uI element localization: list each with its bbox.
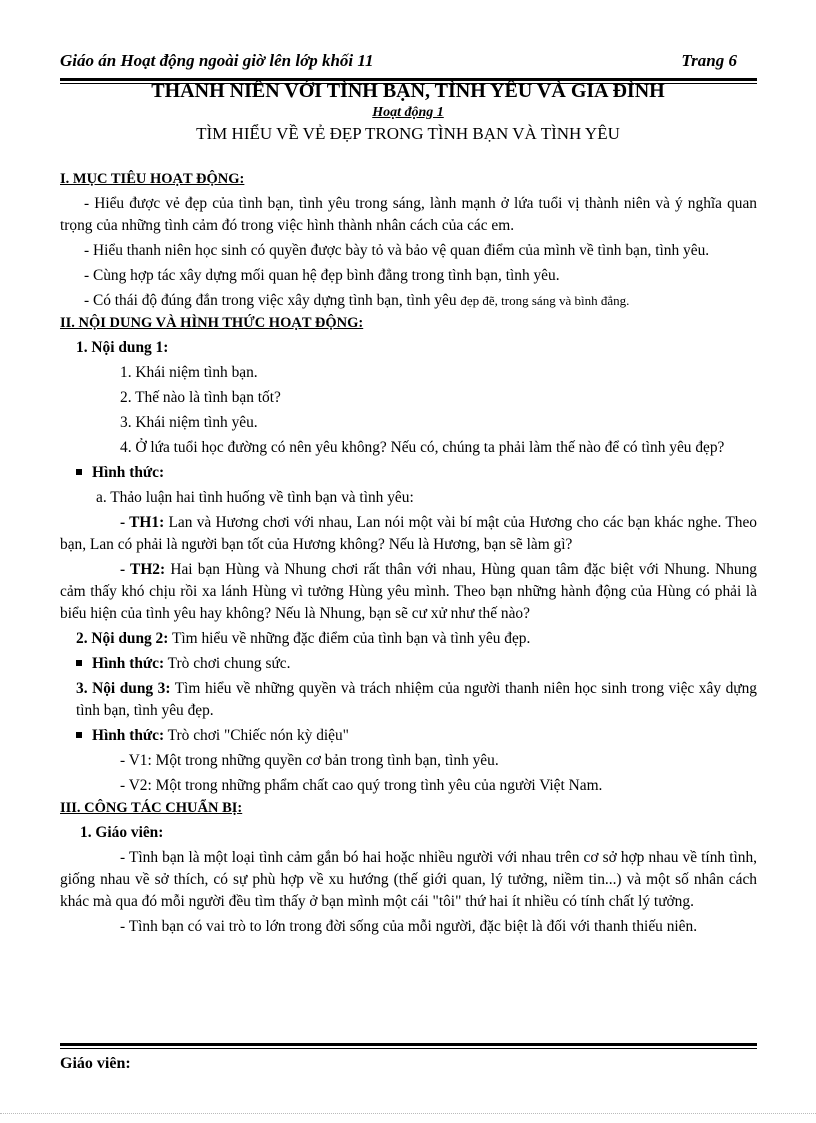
footer-divider <box>60 1043 757 1046</box>
header-title: Giáo án Hoạt động ngoài giờ lên lớp khối 11 <box>60 51 374 70</box>
form-bullet-2: Hình thức: Trò chơi chung sức. <box>60 653 757 675</box>
question-4: 4. Ở lứa tuổi học đường có nên yêu không? Nếu có, chúng ta phải làm thế nào để có tình yêu đẹp? <box>120 439 725 456</box>
form-bullet-1: Hình thức: <box>60 462 757 484</box>
question-2: 2. Thế nào là tình bạn tốt? <box>120 389 281 406</box>
content-1-label: 1. Nội dung 1: <box>76 339 169 356</box>
situation-2: - TH2: Hai bạn Hùng và Nhung chơi rất thân với nhau, Hùng quan tâm đặc biệt với Nhung. Nhung cảm thấy khó chịu rồi xa lánh Hùng vì tưởng Hùng yêu mình. Theo bạn những hành động của Hùng có phải là biểu hiện của tình yêu hay không? Nếu là Nhung, bạn sẽ cư xử như thế nào? <box>60 561 757 622</box>
form-a: a. Thảo luận hai tình huống về tình bạn và tình yêu: <box>96 489 414 506</box>
friendship-role: - Tình bạn có vai trò to lớn trong đời sống của mỗi người, đặc biệt là đối với thanh thiếu niên. <box>120 918 698 935</box>
document-body <box>60 168 757 938</box>
document-title: THANH NIÊN VỚI TÌNH BẠN, TÌNH YÊU VÀ GIA ĐÌNH <box>151 80 665 102</box>
clue-v1: - V1: Một trong những quyền cơ bản trong tình bạn, tình yêu. <box>120 752 499 769</box>
section-2-heading: II. NỘI DUNG VÀ HÌNH THỨC HOẠT ĐỘNG: <box>60 315 364 331</box>
page-number: Trang 6 <box>681 51 737 70</box>
page-header <box>60 50 757 81</box>
square-bullet-icon <box>76 660 82 666</box>
content-2: 2. Nội dung 2: Tìm hiểu về những đặc điểm của tình bạn và tình yêu đẹp. <box>76 630 531 647</box>
section-3-heading: III. CÔNG TÁC CHUẨN BỊ: <box>60 800 243 816</box>
square-bullet-icon <box>76 469 82 475</box>
document-subtitle: TÌM HIỂU VỀ VẺ ĐẸP TRONG TÌNH BẠN VÀ TÌNH YÊU <box>196 124 620 143</box>
objective-4 <box>60 290 757 312</box>
objective-3: - Cùng hợp tác xây dựng mối quan hệ đẹp bình đẳng trong tình bạn, tình yêu. <box>84 267 560 284</box>
objective-4-small: đẹp đẽ, trong sáng và bình đẳng. <box>460 293 630 308</box>
question-3: 3. Khái niệm tình yêu. <box>120 414 258 431</box>
page-bottom-border <box>0 1113 816 1114</box>
objective-1: - Hiểu được vẻ đẹp của tình bạn, tình yêu trong sáng, lành mạnh ở lứa tuổi vị thành niên và ý nghĩa quan trọng của những tình cảm đó trong việc hình thành nhân cách của các em. <box>60 195 757 234</box>
activity-label: Hoạt động 1 <box>372 105 444 120</box>
objective-4-text: - Có thái độ đúng đắn trong việc xây dựng tình bạn, tình yêu <box>84 292 457 309</box>
clue-v2: - V2: Một trong những phẩm chất cao quý trong tình yêu của người Việt Nam. <box>120 777 603 794</box>
footer-teacher-label: Giáo viên: <box>60 1055 131 1072</box>
question-1: 1. Khái niệm tình bạn. <box>120 364 258 381</box>
situation-1: - TH1: Lan và Hương chơi với nhau, Lan nói một vài bí mật của Hương cho các bạn khác nghe. Theo bạn, Lan có phải là người bạn tốt của Hương không? Nếu là Hương, bạn sẽ làm gì? <box>60 514 757 553</box>
form-bullet-3: Hình thức: Trò chơi "Chiếc nón kỳ diệu" <box>60 725 757 747</box>
teacher-label: 1. Giáo viên: <box>80 824 164 841</box>
content-3: 3. Nội dung 3: Tìm hiểu về những quyền và trách nhiệm của người thanh niên học sinh trong việc xây dựng tình bạn, tình yêu đẹp. <box>76 680 758 719</box>
square-bullet-icon <box>76 732 82 738</box>
section-1-heading: I. MỤC TIÊU HOẠT ĐỘNG: <box>60 171 245 187</box>
objective-2: - Hiểu thanh niên học sinh có quyền được bày tỏ và bảo vệ quan điểm của mình về tình bạn, tình yêu. <box>84 242 710 259</box>
friendship-definition: - Tình bạn là một loại tình cảm gắn bó hai hoặc nhiều người với nhau trên cơ sở hợp nhau về tính tình, giống nhau về sở thích, có sự phù hợp về xu hướng (thế giới quan, lý tưởng, niềm tin...) và một số nhân cách khác mà qua đó mỗi người đều tìm thấy ở bạn mình một cái "tôi" thứ hai ít nhiều có tính chất lý tưởng. <box>60 849 757 910</box>
